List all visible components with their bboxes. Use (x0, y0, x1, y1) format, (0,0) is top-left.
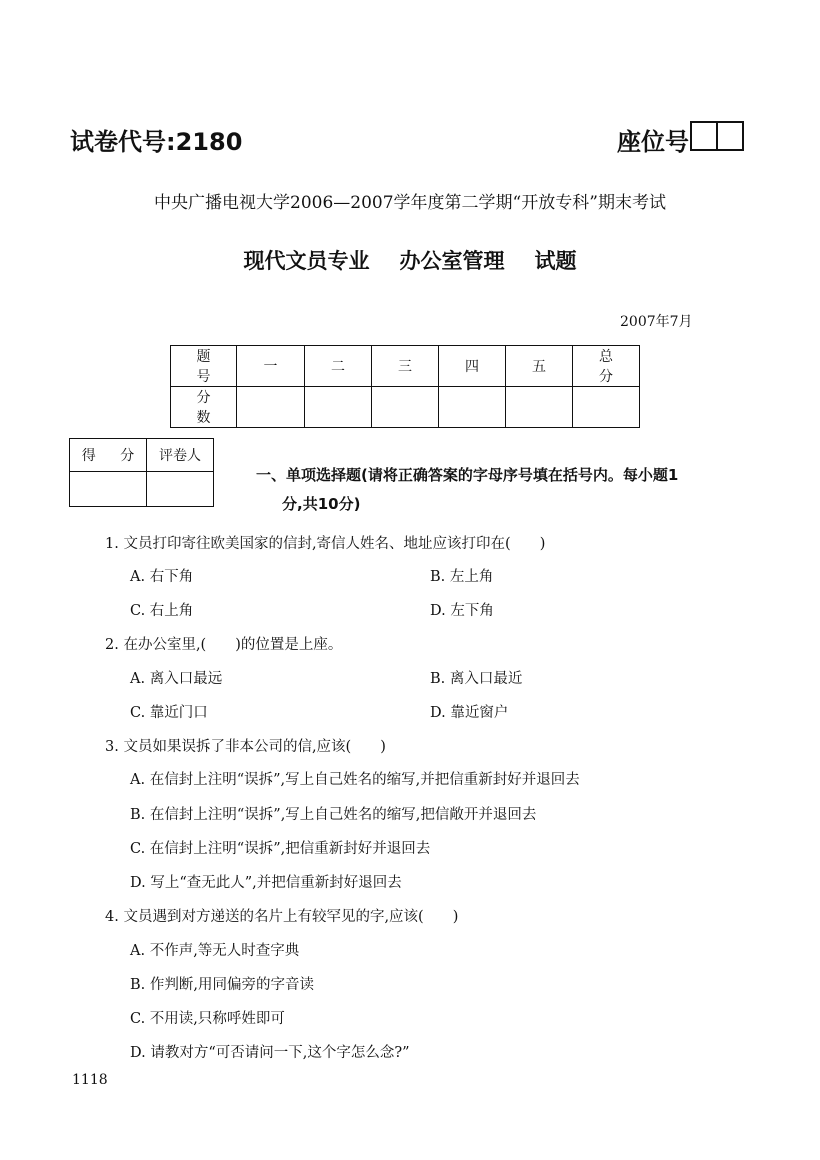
score-cell[interactable] (439, 387, 506, 428)
score-table-header-cell: 三 (372, 346, 439, 387)
question-option: C. 右上角 (130, 603, 194, 619)
question-option: B. 离入口最近 (430, 671, 523, 687)
score-table-header-cell: 题 号 (171, 346, 237, 387)
seat-box[interactable] (690, 121, 718, 151)
score-row-label: 分 数 (171, 387, 237, 428)
grader-name-label: 评卷人 (147, 439, 214, 472)
question-stem: 4. 文员遇到对方递送的名片上有较罕见的字,应该( ) (105, 909, 459, 925)
paper-code: 试卷代号:2180 (70, 128, 243, 156)
question-stem: 2. 在办公室里,( )的位置是上座。 (105, 637, 343, 653)
score-table-header-cell: 一 (237, 346, 305, 387)
question-option: D. 写上“查无此人”,并把信重新封好退回去 (130, 875, 402, 891)
question-option: C. 靠近门口 (130, 705, 208, 721)
page-number: 1118 (72, 1072, 108, 1088)
score-table-header-cell: 五 (506, 346, 573, 387)
question-option: A. 右下角 (130, 569, 194, 585)
question-option: C. 不用读,只称呼姓即可 (130, 1011, 285, 1027)
score-table (170, 345, 640, 428)
section-heading: 一、单项选择题(请将正确答案的字母序号填在括号内。每小题1 (256, 466, 679, 484)
grader-score-cell[interactable] (70, 472, 147, 507)
section-heading-continued: 分,共10分) (282, 495, 361, 513)
question-option: A. 在信封上注明“误拆”,写上自己姓名的缩写,并把信重新封好并退回去 (130, 772, 580, 788)
title-major: 现代文员专业 (243, 249, 370, 273)
score-table-header-cell: 总 分 (573, 346, 640, 387)
question-option: B. 左上角 (430, 569, 494, 585)
title-suffix: 试题 (534, 249, 577, 273)
exam-date: 2007年7月 (620, 314, 693, 330)
score-cell[interactable] (372, 387, 439, 428)
question-option: C. 在信封上注明“误拆”,把信重新封好并退回去 (130, 841, 431, 857)
question-option: B. 作判断,用同偏旁的字音读 (130, 977, 314, 993)
seat-number-boxes[interactable] (690, 121, 744, 151)
exam-title (0, 245, 820, 275)
seat-number-label: 座位号 (617, 128, 689, 156)
score-cell[interactable] (506, 387, 573, 428)
score-table-score-row (171, 387, 640, 428)
exam-header: 中央广播电视大学2006—2007学年度第二学期“开放专科”期末考试 (154, 193, 666, 213)
question-option: D. 请教对方“可否请问一下,这个字怎么念?” (130, 1045, 410, 1061)
question-option: A. 不作声,等无人时查字典 (130, 943, 300, 959)
question-option: D. 靠近窗户 (430, 705, 509, 721)
question-option: D. 左下角 (430, 603, 494, 619)
grader-name-cell[interactable] (147, 472, 214, 507)
grader-table (69, 438, 214, 507)
score-table-header-row (171, 346, 640, 387)
score-cell[interactable] (573, 387, 640, 428)
title-course: 办公室管理 (399, 249, 505, 273)
score-table-header-cell: 二 (305, 346, 372, 387)
question-stem: 1. 文员打印寄往欧美国家的信封,寄信人姓名、地址应该打印在( ) (105, 536, 546, 552)
grader-score-label: 得 分 (70, 439, 147, 472)
seat-box[interactable] (716, 121, 744, 151)
score-cell[interactable] (305, 387, 372, 428)
score-cell[interactable] (237, 387, 305, 428)
question-stem: 3. 文员如果误拆了非本公司的信,应该( ) (105, 739, 386, 755)
score-table-header-cell: 四 (439, 346, 506, 387)
question-option: A. 离入口最远 (130, 671, 223, 687)
question-option: B. 在信封上注明“误拆”,写上自己姓名的缩写,把信敞开并退回去 (130, 807, 537, 823)
